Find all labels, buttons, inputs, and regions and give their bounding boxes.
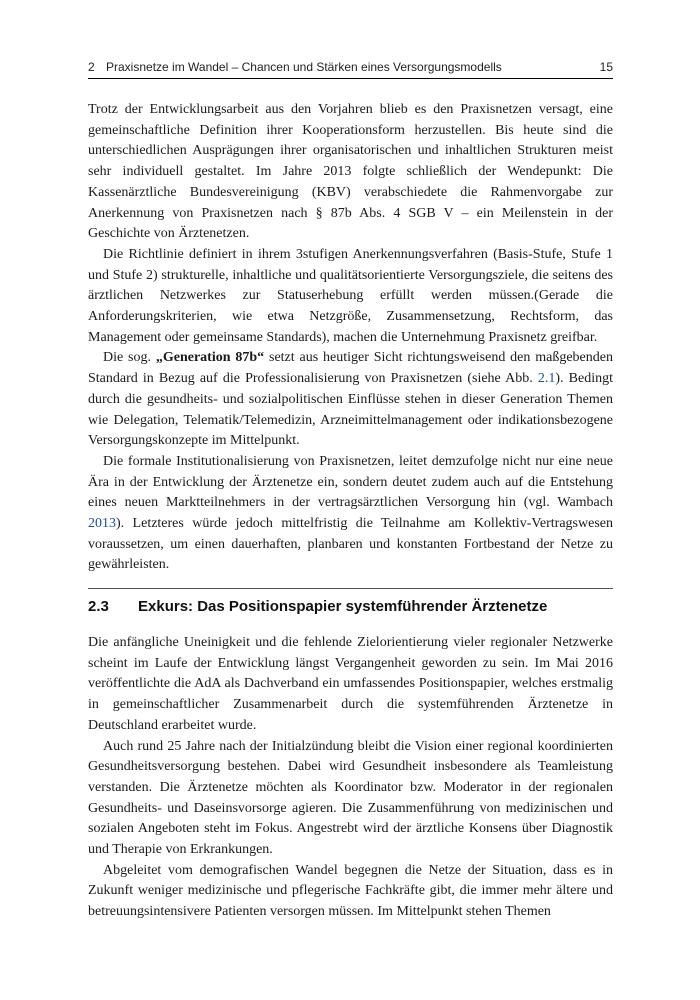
text-run: Die sog. <box>103 350 156 366</box>
paragraph <box>88 452 613 576</box>
chapter-number: 2 <box>88 60 95 74</box>
running-header <box>88 56 613 79</box>
chapter-heading <box>88 60 502 74</box>
figure-reference-link[interactable]: 2.1 <box>537 371 556 387</box>
paragraph: Die anfängliche Uneinigkeit und die fehlende Zielorientierung vieler regionaler Netzwerke scheint im Laufe der Entwicklung längst Vergangenheit geworden zu sein. Im Mai 2016 veröffentlichte die AdA als Dachverband ein umfassendes Positionspapier, welches erstmalig in gemeinschaftlicher Zusammenarbeit durch die systemführenden Ärztenetze in Deutschland erarbeitet wurde. <box>88 635 613 733</box>
text-run: setzt aus heutiger Sicht richtungsweisend den maßgebenden Standard in Bezug auf die Professionalisierung von Praxisnetzen (siehe Abb. <box>88 350 613 387</box>
citation-link[interactable]: 2013 <box>88 516 116 532</box>
paragraph: Auch rund 25 Jahre nach der Initialzündung bleibt die Vision einer regional koordinierten Gesundheitsversorgung bestehen. Dabei wird Gesundheit insbesondere als Teamleistung verstanden. Die Ärztenetze möchten als Koordinator bzw. Moderator in der regionalen Gesundheits- und Daseinsvorsorge agieren. Die Zusammenführung von medizinischen und sozialen Angeboten steht im Fokus. Angestrebt wird der ärztliche Konsens über Diagnostik und Therapie von Erkrankungen. <box>88 738 613 858</box>
text-run: ). Bedingt durch die gesundheits- und sozialpolitischen Einflüsse stehen in dieser Generation Themen wie Delegation, Telematik/Telemedizin, Arzneimittelmanagement oder indikationsbezogene Versorgungskonzepte im Mittelpunkt. <box>88 371 614 449</box>
paragraph: Abgeleitet vom demografischen Wandel begegnen die Netze der Situation, dass es in Zukunft weniger medizinische und pflegerische Fachkräfte gibt, die immer mehr ältere und betreuungsintensivere Patienten versorgen müssen. Im Mittelpunkt stehen Themen <box>88 862 613 920</box>
body-text-lower <box>88 633 613 923</box>
page-number: 15 <box>599 60 613 74</box>
paragraph: Trotz der Entwicklungsarbeit aus den Vorjahren blieb es den Praxisnetzen versagt, eine gemeinschaftliche Definition ihrer Kooperationsform herzustellen. Bis heute sind die unterschiedlichen Ausprägungen ihrer organisatorischen und inhaltlichen Strukturen meist sehr individuell gestaltet. Im Jahre 2013 folgte schließlich der Wendepunkt: Die Kassenärztliche Bundesvereinigung (KBV) verabschiedete die Rahmenvorgabe zur Anerkennung von Praxisnetzen nach § 87b Abs. 4 SGB V – ein Meilenstein in der Geschichte von Ärztenetzen. <box>88 102 613 242</box>
text-run: ). Letzteres würde jedoch mittelfristig die Teilnahme am Kollektiv-Vertragswesen voraussetzen, um einen dauerhaften, planbaren und konstanten Fortbestand der Netze zu gewährleisten. <box>88 516 613 573</box>
paragraph: Die Richtlinie definiert in ihrem 3stufigen Anerkennungsverfahren (Basis-Stufe, Stufe 1 und Stufe 2) strukturelle, inhaltliche und qualitätsorientierte Versorgungsziele, die seitens des ärztlichen Netzwerkes zur Statuserhebung erfüllt werden müssen.(Gerade die Anforderungskriterien, wie etwa Netzgröße, Zusammensetzung, Rechtsform, das Management oder gemeinsame Standards), machen die Unternehmung Praxisnetz greifbar. <box>88 246 613 345</box>
section-title: Exkurs: Das Positionspapier systemführender Ärztenetze <box>138 598 548 615</box>
section-number: 2.3 <box>88 598 109 615</box>
section-divider <box>88 588 613 589</box>
paragraph <box>88 348 613 452</box>
section-heading <box>88 598 613 615</box>
chapter-title: Praxisnetze im Wandel – Chancen und Stärken eines Versorgungsmodells <box>106 60 502 74</box>
bold-term: „Generation 87b“ <box>155 350 265 366</box>
body-text-upper <box>88 100 613 576</box>
text-run: Die formale Institutionalisierung von Praxisnetzen, leitet demzufolge nicht nur eine neue Ära in der Entwicklung der Ärztenetze ein, sondern deutet zudem auch auf die Entstehung eines neuen Marktteilnehmers in der vertragsärztlichen Versorgung hin (vgl. Wambach <box>88 453 613 511</box>
